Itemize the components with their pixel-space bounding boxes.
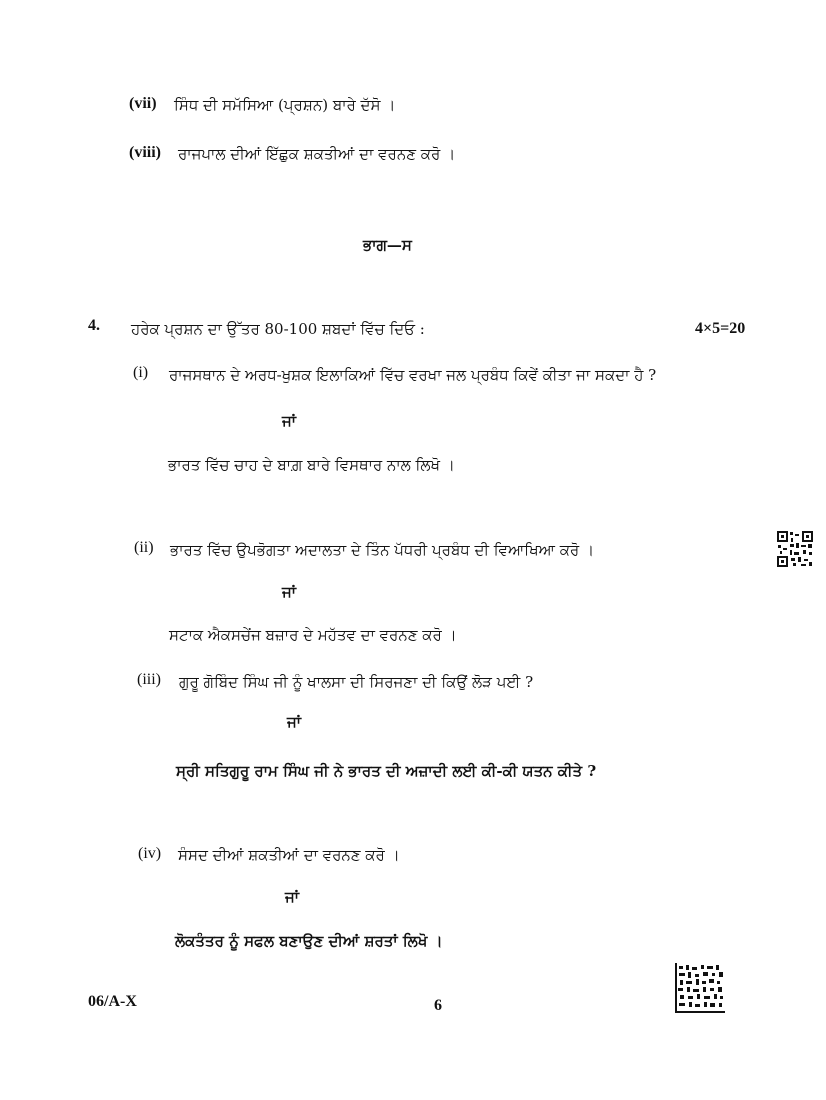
item-number-vii: (vii) [129, 95, 157, 112]
item-number-ii: (ii) [134, 539, 154, 556]
question-marks: 4×5=20 [695, 320, 746, 337]
or-label-iv: ਜਾਂ [285, 888, 300, 906]
page-number: 6 [434, 997, 442, 1014]
item-number-iii: (iii) [137, 671, 161, 688]
item-number-i: (i) [133, 364, 149, 381]
question-text-i: ਰਾਜਸਥਾਨ ਦੇ ਅਰਧ-ਖੁਸ਼ਕ ਇਲਾਕਿਆਂ ਵਿੱਚ ਵਰਖਾ ਜਲ ਪ੍ਰਬੰਧ ਕਿਵੇਂ ਕੀਤਾ ਜਾ ਸਕਦਾ ਹੈ ? [169, 366, 657, 384]
question-text-iii: ਗੁਰੂ ਗੋਬਿੰਦ ਸਿੰਘ ਜੀ ਨੂੰ ਖਾਲਸਾ ਦੀ ਸਿਰਜਣਾ ਦੀ ਕਿਉਂ ਲੋੜ ਪਈ ? [179, 673, 534, 691]
data-matrix-icon [675, 963, 725, 1013]
question-number: 4. [88, 317, 100, 334]
qr-code-icon [776, 530, 814, 568]
alternative-text-iv: ਲੋਕਤੰਤਰ ਨੂੰ ਸਫਲ ਬਣਾਉਣ ਦੀਆਂ ਸ਼ਰਤਾਂ ਲਿਖੋ । [175, 932, 443, 950]
question-text-iv: ਸੰਸਦ ਦੀਆਂ ਸ਼ਕਤੀਆਂ ਦਾ ਵਰਨਣ ਕਰੋ । [178, 846, 400, 864]
item-number-iv: (iv) [138, 845, 162, 862]
alternative-text-i: ਭਾਰਤ ਵਿੱਚ ਚਾਹ ਦੇ ਬਾਗ਼ ਬਾਰੇ ਵਿਸਥਾਰ ਨਾਲ ਲਿਖੋ । [168, 456, 455, 474]
or-label-iii: ਜਾਂ [287, 713, 302, 731]
question-text-ii: ਭਾਰਤ ਵਿੱਚ ਉਪਭੋਗਤਾ ਅਦਾਲਤਾ ਦੇ ਤਿੰਨ ਪੱਧਰੀ ਪ੍ਰਬੰਧ ਦੀ ਵਿਆਖਿਆ ਕਰੋ । [170, 541, 595, 559]
question-instruction: ਹਰੇਕ ਪ੍ਰਸ਼ਨ ਦਾ ਉੱਤਰ 80-100 ਸ਼ਬਦਾਂ ਵਿੱਚ ਦਿਓ : [131, 320, 425, 338]
question-text-viii: ਰਾਜਪਾਲ ਦੀਆਂ ਇੱਛੁਕ ਸ਼ਕਤੀਆਂ ਦਾ ਵਰਨਣ ਕਰੋ । [178, 145, 456, 163]
section-title: ਭਾਗ—ਸ [363, 236, 412, 254]
alternative-text-ii: ਸਟਾਕ ਐਕਸਚੇਂਜ ਬਜ਼ਾਰ ਦੇ ਮਹੱਤਵ ਦਾ ਵਰਨਣ ਕਰੋ । [169, 626, 457, 644]
question-text-vii: ਸਿੰਧ ਦੀ ਸਮੱਸਿਆ (ਪ੍ਰਸ਼ਨ) ਬਾਰੇ ਦੱਸੋ । [174, 96, 396, 114]
or-label-ii: ਜਾਂ [282, 583, 297, 601]
item-number-viii: (viii) [129, 144, 161, 161]
alternative-text-iii: ਸ੍ਰੀ ਸਤਿਗੁਰੂ ਰਾਮ ਸਿੰਘ ਜੀ ਨੇ ਭਾਰਤ ਦੀ ਅਜ਼ਾਦੀ ਲਈ ਕੀ-ਕੀ ਯਤਨ ਕੀਤੇ ? [176, 762, 597, 780]
paper-code: 06/A-X [88, 993, 137, 1010]
or-label-i: ਜਾਂ [282, 412, 297, 430]
